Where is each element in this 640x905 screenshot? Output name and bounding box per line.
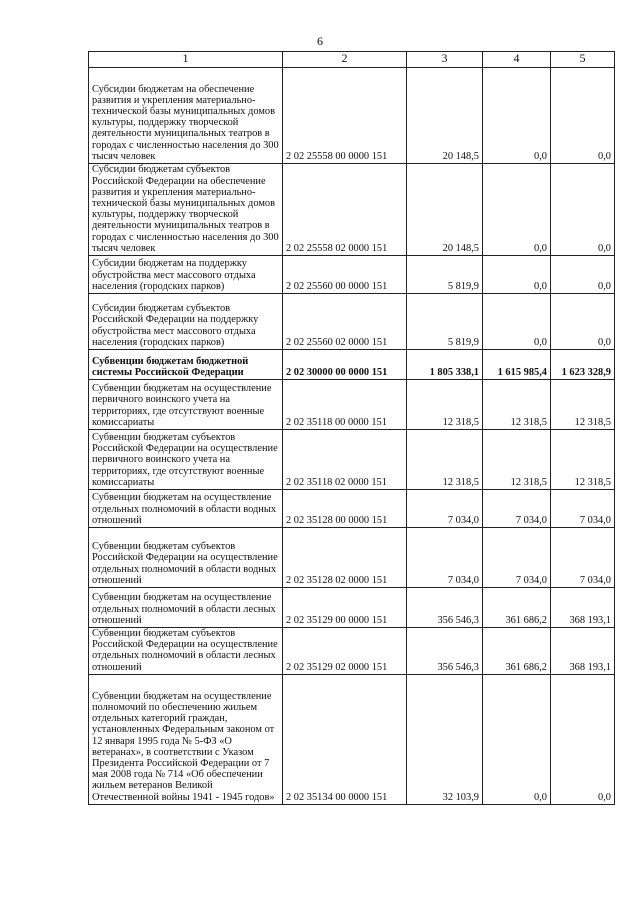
row-description: Субвенции бюджетам субъектов Российской Федерации на осуществление первичного воинского учета на территориях, где отсутствуют военные комиссариаты — [89, 430, 283, 490]
table-row — [89, 628, 615, 675]
page-number: 6 — [317, 34, 323, 48]
table-row — [89, 490, 615, 528]
row-budget-code: 2 02 25558 02 0000 151 — [283, 164, 407, 256]
row-budget-code: 2 02 35129 02 0000 151 — [283, 628, 407, 675]
row-description: Субсидии бюджетам субъектов Российской Федерации на обеспечение развития и укрепления материально-технической базы муниципальных домов культуры, поддержку творческой деятельности муниципальных театров в городах с численностью населения до 300 тысяч человек — [89, 164, 283, 256]
row-value-year-3: 368 193,1 — [551, 628, 615, 675]
table-row — [89, 350, 615, 380]
row-value-year-3: 368 193,1 — [551, 588, 615, 628]
row-value-year-2: 0,0 — [483, 674, 551, 804]
row-value-year-1: 7 034,0 — [407, 490, 483, 528]
row-budget-code: 2 02 35134 00 0000 151 — [283, 674, 407, 804]
table-header-row — [89, 52, 615, 68]
budget-table — [88, 51, 615, 805]
table-row — [89, 164, 615, 256]
row-budget-code: 2 02 35129 00 0000 151 — [283, 588, 407, 628]
row-value-year-1: 12 318,5 — [407, 380, 483, 430]
row-budget-code: 2 02 35128 00 0000 151 — [283, 490, 407, 528]
column-header-4: 4 — [483, 52, 551, 68]
row-description: Субсидии бюджетам на поддержку обустройства мест массового отдыха населения (городских парков) — [89, 256, 283, 294]
row-value-year-3: 7 034,0 — [551, 528, 615, 588]
table-row — [89, 674, 615, 804]
row-description: Субвенции бюджетам на осуществление первичного воинского учета на территориях, где отсутствуют военные комиссариаты — [89, 380, 283, 430]
row-value-year-2: 0,0 — [483, 164, 551, 256]
row-value-year-1: 20 148,5 — [407, 68, 483, 164]
row-description: Субвенции бюджетам бюджетной системы Российской Федерации — [89, 350, 283, 380]
row-description: Субвенции бюджетам на осуществление отдельных полномочий в области водных отношений — [89, 490, 283, 528]
row-value-year-3: 0,0 — [551, 68, 615, 164]
row-value-year-2: 0,0 — [483, 68, 551, 164]
row-value-year-3: 1 623 328,9 — [551, 350, 615, 380]
table-row — [89, 294, 615, 350]
row-value-year-2: 12 318,5 — [483, 430, 551, 490]
row-budget-code: 2 02 25560 00 0000 151 — [283, 256, 407, 294]
row-value-year-1: 1 805 338,1 — [407, 350, 483, 380]
row-value-year-1: 5 819,9 — [407, 294, 483, 350]
row-value-year-1: 7 034,0 — [407, 528, 483, 588]
row-description: Субвенции бюджетам субъектов Российской Федерации на осуществление отдельных полномочий в области водных отношений — [89, 528, 283, 588]
table-row — [89, 380, 615, 430]
row-value-year-1: 356 546,3 — [407, 588, 483, 628]
row-budget-code: 2 02 30000 00 0000 151 — [283, 350, 407, 380]
row-budget-code: 2 02 35118 00 0000 151 — [283, 380, 407, 430]
row-description: Субвенции бюджетам субъектов Российской Федерации на осуществление отдельных полномочий в области лесных отношений — [89, 628, 283, 675]
table-row — [89, 528, 615, 588]
row-value-year-2: 361 686,2 — [483, 628, 551, 675]
row-value-year-3: 12 318,5 — [551, 380, 615, 430]
column-header-1: 1 — [89, 52, 283, 68]
row-value-year-1: 12 318,5 — [407, 430, 483, 490]
row-value-year-2: 0,0 — [483, 256, 551, 294]
row-value-year-3: 12 318,5 — [551, 430, 615, 490]
row-value-year-2: 7 034,0 — [483, 528, 551, 588]
row-value-year-1: 356 546,3 — [407, 628, 483, 675]
table-row — [89, 68, 615, 164]
row-description: Субсидии бюджетам на обеспечение развития и укрепления материально-технической базы муниципальных домов культуры, поддержку творческой деятельности муниципальных театров в городах с численностью населения до 300 тысяч человек — [89, 68, 283, 164]
row-value-year-2: 0,0 — [483, 294, 551, 350]
row-budget-code: 2 02 25560 02 0000 151 — [283, 294, 407, 350]
row-description: Субсидии бюджетам субъектов Российской Федерации на поддержку обустройства мест массового отдыха населения (городских парков) — [89, 294, 283, 350]
table-row — [89, 430, 615, 490]
row-value-year-2: 7 034,0 — [483, 490, 551, 528]
row-value-year-1: 32 103,9 — [407, 674, 483, 804]
row-value-year-2: 1 615 985,4 — [483, 350, 551, 380]
row-value-year-3: 0,0 — [551, 294, 615, 350]
table-row — [89, 588, 615, 628]
row-value-year-2: 12 318,5 — [483, 380, 551, 430]
row-budget-code: 2 02 35128 02 0000 151 — [283, 528, 407, 588]
column-header-2: 2 — [283, 52, 407, 68]
row-value-year-3: 0,0 — [551, 256, 615, 294]
row-value-year-3: 0,0 — [551, 674, 615, 804]
row-value-year-1: 20 148,5 — [407, 164, 483, 256]
row-value-year-3: 0,0 — [551, 164, 615, 256]
row-description: Субвенции бюджетам на осуществление полномочий по обеспечению жильем отдельных категорий граждан, установленных Федеральным законом от 12 января 1995 года № 5-ФЗ «О ветеранах», в соответствии с Указом Президента Российской Федерации от 7 мая 2008 года № 714 «Об обеспечении жильем ветеранов Великой Отечественной войны 1941 - 1945 годов» — [89, 674, 283, 804]
row-value-year-1: 5 819,9 — [407, 256, 483, 294]
row-budget-code: 2 02 35118 02 0000 151 — [283, 430, 407, 490]
column-header-3: 3 — [407, 52, 483, 68]
row-budget-code: 2 02 25558 00 0000 151 — [283, 68, 407, 164]
row-value-year-3: 7 034,0 — [551, 490, 615, 528]
row-description: Субвенции бюджетам на осуществление отдельных полномочий в области лесных отношений — [89, 588, 283, 628]
table-row — [89, 256, 615, 294]
row-value-year-2: 361 686,2 — [483, 588, 551, 628]
column-header-5: 5 — [551, 52, 615, 68]
